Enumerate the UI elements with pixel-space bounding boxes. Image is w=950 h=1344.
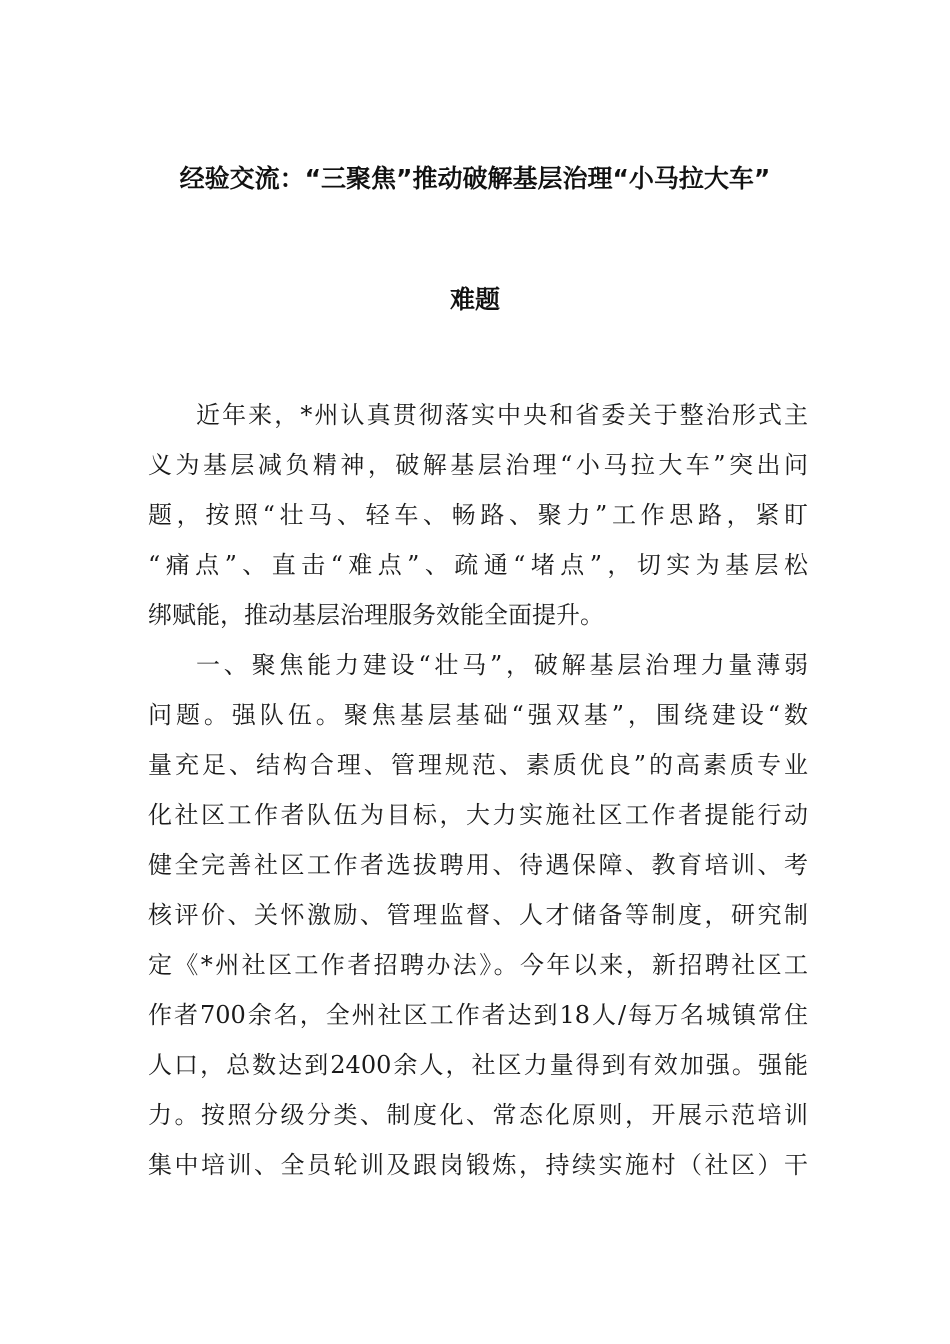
paragraph-line: 人口，总数达到2400余人，社区力量得到有效加强。强能 — [148, 1051, 808, 1079]
paragraph-line: 核评价、关怀激励、管理监督、人才储备等制度，研究制 — [148, 901, 808, 929]
paragraph-line: 健全完善社区工作者选拔聘用、待遇保障、教育培训、考 — [148, 851, 808, 879]
paragraph-line: 作者700余名，全州社区工作者达到18人/每万名城镇常住 — [148, 1001, 808, 1029]
paragraph-line: 集中培训、全员轮训及跟岗锻炼，持续实施村（社区）干 — [148, 1151, 808, 1179]
paragraph-line: 力。按照分级分类、制度化、常态化原则，开展示范培训 — [148, 1101, 808, 1129]
document-title-line-1: 经验交流：“三聚焦”推动破解基层治理“小马拉大车” — [179, 164, 771, 193]
document-title-line-2: 难题 — [449, 285, 500, 314]
paragraph-line: 义为基层减负精神，破解基层治理“小马拉大车”突出问 — [148, 451, 808, 479]
paragraph-line: 近年来，*州认真贯彻落实中央和省委关于整治形式主 — [196, 401, 808, 429]
paragraph-line: 量充足、结构合理、管理规范、素质优良”的高素质专业 — [148, 751, 808, 779]
paragraph-line: “痛点”、直击“难点”、疏通“堵点”，切实为基层松 — [148, 551, 808, 579]
paragraph-line: 一、聚焦能力建设“壮马”，破解基层治理力量薄弱 — [196, 651, 808, 679]
paragraph-line: 定《*州社区工作者招聘办法》。今年以来，新招聘社区工 — [148, 951, 808, 979]
paragraph-line: 问题。强队伍。聚焦基层基础“强双基”，围绕建设“数 — [148, 701, 808, 729]
paragraph-line: 绑赋能，推动基层治理服务效能全面提升。 — [148, 601, 604, 629]
paragraph-line: 化社区工作者队伍为目标，大力实施社区工作者提能行动 — [148, 801, 808, 829]
paragraph-line: 题，按照“壮马、轻车、畅路、聚力”工作思路，紧盯 — [148, 501, 808, 529]
